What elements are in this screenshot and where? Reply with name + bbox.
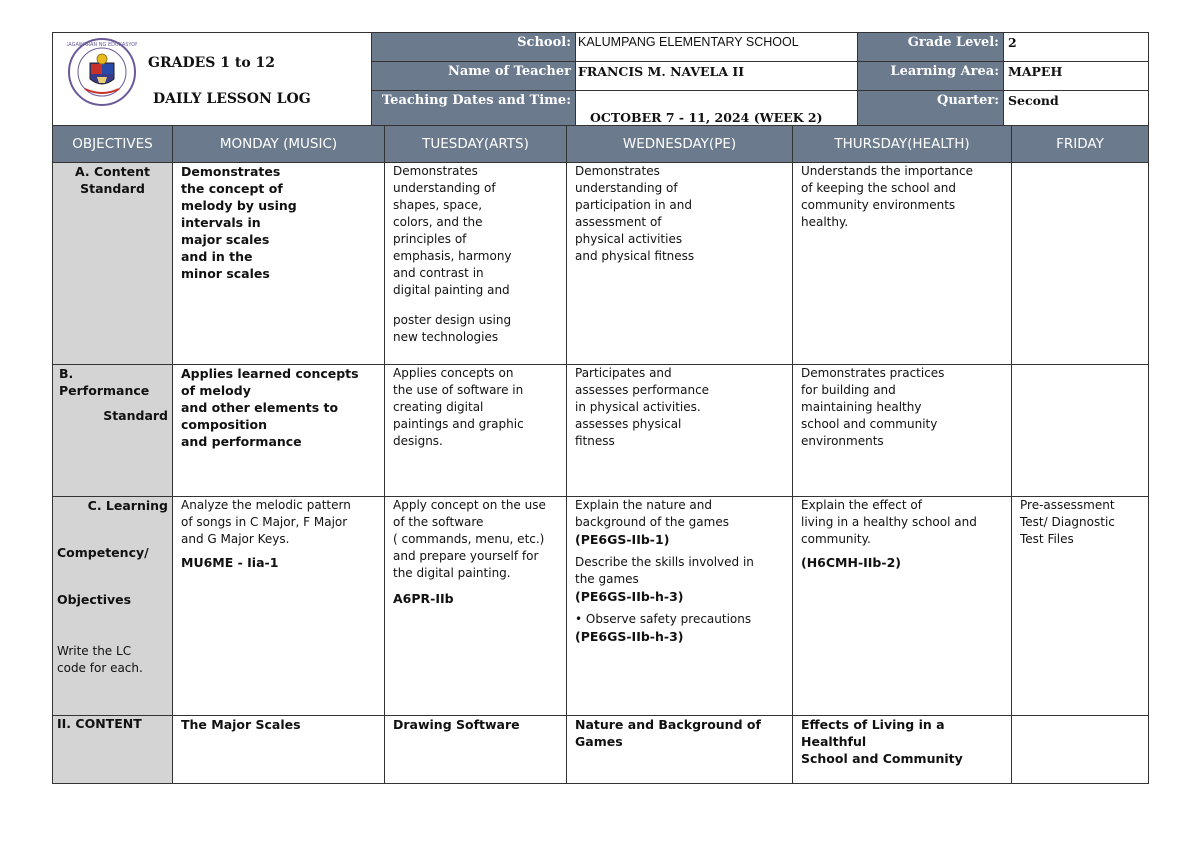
content-standard-friday bbox=[1012, 163, 1149, 365]
daily-lesson-log bbox=[52, 32, 1148, 784]
learning-wednesday-text2: Describe the skills involved in the games bbox=[575, 555, 754, 586]
learning-competency-thursday bbox=[793, 497, 1012, 716]
learning-wednesday-text3: • Observe safety precautions bbox=[575, 612, 752, 626]
learning-wednesday-code1: (PE6GS-IIb-1) bbox=[575, 532, 670, 547]
logo-cell bbox=[53, 33, 372, 126]
performance-standard-tuesday: Applies concepts on the use of software in creating digital paintings and graphic designs. bbox=[385, 365, 567, 497]
learning-area-value: MAPEH bbox=[1004, 62, 1149, 91]
column-header-row bbox=[53, 126, 1149, 163]
school-label: School: bbox=[372, 33, 576, 62]
col-header-friday: FRIDAY bbox=[1012, 126, 1149, 163]
performance-standard-wednesday: Participates and assesses performance in physical activities. assesses physical fitness bbox=[567, 365, 793, 497]
form-title: GRADES 1 to 12 bbox=[148, 55, 276, 71]
col-header-tuesday: TUESDAY(ARTS) bbox=[385, 126, 567, 163]
content-standard-tuesday-a: Demonstrates understanding of shapes, space, colors, and the principles of emphasis, harmony and contrast in digital painting and bbox=[393, 164, 512, 297]
learning-competency-monday bbox=[173, 497, 385, 716]
label-learning-b: Competency/ bbox=[57, 545, 149, 560]
deped-seal-logo bbox=[67, 37, 137, 107]
row-performance-standard bbox=[53, 365, 1149, 497]
content-tuesday: Drawing Software bbox=[385, 716, 567, 784]
quarter-value: Second bbox=[1004, 91, 1149, 126]
content-standard-thursday: Understands the importance of keeping the school and community environments healthy. bbox=[793, 163, 1012, 365]
row-content-standard bbox=[53, 163, 1149, 365]
grade-level-value: 2 bbox=[1004, 33, 1149, 62]
label-content: II. CONTENT bbox=[53, 716, 173, 784]
content-standard-tuesday-b: poster design using new technologies bbox=[393, 313, 512, 344]
label-learning-c: Objectives bbox=[57, 592, 132, 607]
form-subtitle: DAILY LESSON LOG bbox=[153, 91, 311, 107]
learning-thursday-code: (H6CMH-IIb-2) bbox=[801, 555, 901, 570]
col-header-monday: MONDAY (MUSIC) bbox=[173, 126, 385, 163]
content-standard-tuesday bbox=[385, 163, 567, 365]
content-standard-monday: Demonstrates the concept of melody by using intervals in major scales and in the minor scales bbox=[173, 163, 385, 365]
school-value: KALUMPANG ELEMENTARY SCHOOL bbox=[576, 33, 858, 62]
label-learning-note: Write the LC code for each. bbox=[57, 644, 143, 675]
learning-competency-wednesday bbox=[567, 497, 793, 716]
content-thursday: Effects of Living in a Healthful School and Community bbox=[793, 716, 1012, 784]
learning-wednesday-text1: Explain the nature and background of the games bbox=[575, 498, 729, 529]
header-table bbox=[52, 32, 1149, 126]
performance-standard-friday bbox=[1012, 365, 1149, 497]
learning-wednesday-code2: (PE6GS-IIb-h-3) bbox=[575, 589, 684, 604]
content-monday: The Major Scales bbox=[173, 716, 385, 784]
teacher-value: FRANCIS M. NAVELA II bbox=[576, 62, 858, 91]
learning-competency-friday: Pre-assessment Test/ Diagnostic Test Files bbox=[1012, 497, 1149, 716]
performance-standard-thursday: Demonstrates practices for building and maintaining healthy school and community environments bbox=[793, 365, 1012, 497]
label-content-standard: A. Content Standard bbox=[53, 163, 173, 365]
row-content bbox=[53, 716, 1149, 784]
content-wednesday: Nature and Background of Games bbox=[567, 716, 793, 784]
teaching-dates-value: OCTOBER 7 - 11, 2024 (WEEK 2) bbox=[576, 91, 858, 126]
learning-thursday-text: Explain the effect of living in a healthy school and community. bbox=[801, 498, 977, 546]
teaching-dates-label: Teaching Dates and Time: bbox=[372, 91, 576, 126]
label-learning-a: C. Learning bbox=[87, 498, 168, 513]
label-performance-standard-a: B. Performance bbox=[59, 366, 150, 398]
col-header-wednesday: WEDNESDAY(PE) bbox=[567, 126, 793, 163]
row-learning-competency bbox=[53, 497, 1149, 716]
learning-tuesday-text: Apply concept on the use of the software ( commands, menu, etc.) and prepare yourself for the digital painting. bbox=[393, 498, 546, 580]
learning-monday-code: MU6ME - Iia-1 bbox=[181, 555, 279, 570]
label-learning-competency bbox=[53, 497, 173, 716]
label-performance-standard bbox=[53, 365, 173, 497]
teacher-label: Name of Teacher bbox=[372, 62, 576, 91]
col-header-objectives: OBJECTIVES bbox=[53, 126, 173, 163]
learning-area-label: Learning Area: bbox=[858, 62, 1004, 91]
col-header-thursday: THURSDAY(HEALTH) bbox=[793, 126, 1012, 163]
content-friday bbox=[1012, 716, 1149, 784]
lesson-table bbox=[52, 125, 1149, 784]
learning-monday-text: Analyze the melodic pattern of songs in C Major, F Major and G Major Keys. bbox=[181, 498, 351, 546]
label-performance-standard-b: Standard bbox=[103, 408, 168, 423]
learning-wednesday-code3: (PE6GS-IIb-h-3) bbox=[575, 629, 684, 644]
learning-competency-tuesday bbox=[385, 497, 567, 716]
svg-text:KAGAWARAN NG EDUKASYON: KAGAWARAN NG EDUKASYON bbox=[67, 42, 137, 48]
quarter-label: Quarter: bbox=[858, 91, 1004, 126]
performance-standard-monday: Applies learned concepts of melody and other elements to composition and performance bbox=[173, 365, 385, 497]
learning-tuesday-code: A6PR-IIb bbox=[393, 591, 454, 606]
grade-level-label: Grade Level: bbox=[858, 33, 1004, 62]
content-standard-wednesday: Demonstrates understanding of participation in and assessment of physical activities and physical fitness bbox=[567, 163, 793, 365]
